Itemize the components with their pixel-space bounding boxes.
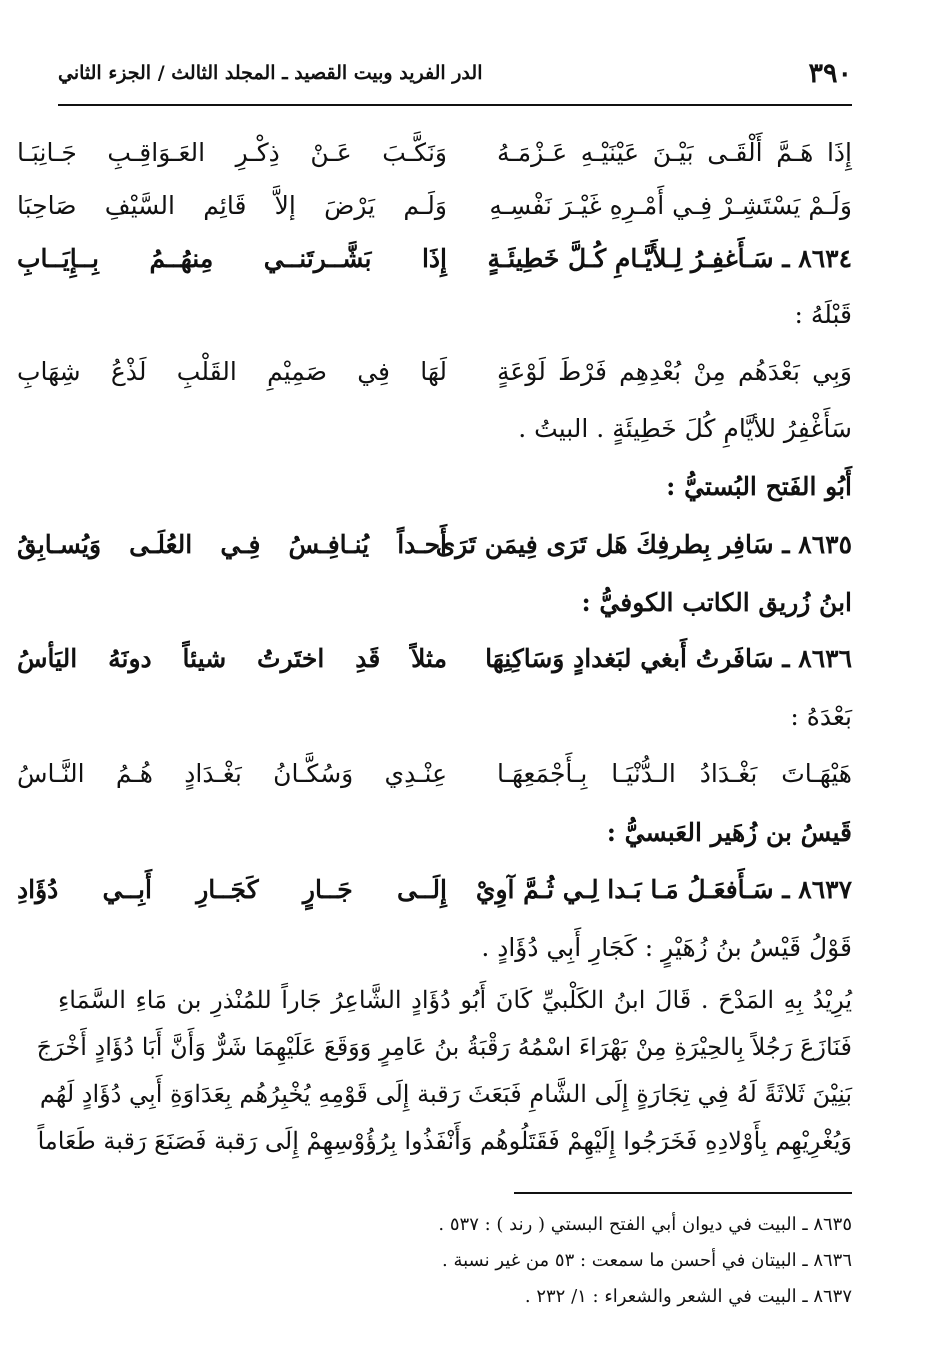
verse-first-hemistich: هَيْهَـاتَ بَغْـدَادُ الـدُّنْيَـا بِـأَجْمَعِهَـا bbox=[497, 759, 852, 788]
verse-second-hemistich: وَنَكَّـبَ عَـنْ ذِكْـرِ العَـوَاقِـبِ جَـانِبَـا bbox=[17, 138, 447, 167]
verse-second-hemistich: إِلَــى جَــارٍ كَجَــارِ أَبِــي دُؤَادِ bbox=[17, 875, 447, 904]
verse-first-hemistich: ٨٦٣٤ ـ سَـأَغفِـرُ لِـلأَيَّـامِ كُـلَّ خَطِيئَـةٍ bbox=[487, 244, 852, 273]
page-number: ٣٩٠ bbox=[808, 58, 852, 89]
footnote-8637: ٨٦٣٧ ـ البيت في الشعر والشعراء : ١/ ٢٣٢ . bbox=[524, 1286, 852, 1307]
text-line: قَبْلَهُ : bbox=[794, 300, 852, 329]
prose-line: بَنِيْنَ ثَلاثَةً لَهُ فِي تِجَارَةٍ إِلَى الشَّامِ فَبَعَثَ رَقبة إِلَى قَوْمِهِ يُخْبِرُهُم بِعَدَاوَةِ أَبِي دُؤَادٍ لَهُم bbox=[39, 1080, 852, 1108]
verse-second-hemistich: إِذَا بَشَّــرتَنــي مِنهُــمُ بِــإِيَــابِ bbox=[17, 244, 447, 273]
verse-second-hemistich: مثلاً قَدِ اختَرتُ شيئاً دونَهُ اليَأسُ bbox=[17, 644, 447, 673]
verse-second-hemistich: وَلَـم يَرْضَ إلاَّ قَائِم السَّيْفِ صَاحِبَا bbox=[17, 191, 447, 220]
numbered-verse-8636 bbox=[17, 634, 852, 684]
numbered-verse-8634 bbox=[17, 234, 852, 284]
verse-first-hemistich: إِذَا هَـمَّ أَلْقَـى بَيْـنَ عَيْنَيْـهِ عَـزْمَـهُ bbox=[497, 138, 852, 167]
verse-first-hemistich: ٨٦٣٧ ـ سَـأَفعَـلُ مَـا بَـدا لِـي ثُـمَّ آوِيْ bbox=[475, 875, 852, 904]
footnote-8636: ٨٦٣٦ ـ البيتان في أحسن ما سمعت : ٥٣ من غير نسبة . bbox=[442, 1250, 852, 1271]
numbered-verse-8637 bbox=[17, 865, 852, 915]
verse-second-hemistich: لَهَا فِي صَمِيْمِ القَلْبِ لَذْعُ شِهَابِ bbox=[17, 357, 447, 386]
verse-line bbox=[17, 749, 852, 799]
verse-first-hemistich: وَلَـمْ يَسْتَشِـرْ فِـي أَمْـرِهِ غَيْـرَ نَفْسِـهِ bbox=[489, 191, 852, 220]
verse-first-hemistich: وَبِي بَعْدَهُم مِنْ بُعْدِهِم فَرْطَ لَوْعَةٍ bbox=[497, 357, 852, 386]
verse-line bbox=[17, 347, 852, 397]
running-title: الدر الفريد وبيت القصيد ـ المجلد الثالث / الجزء الثاني bbox=[58, 62, 483, 84]
footnote-8635: ٨٦٣٥ ـ البيت في ديوان أبي الفتح البستي ( رند ) : ٥٣٧ . bbox=[438, 1214, 852, 1235]
numbered-verse-8635 bbox=[17, 520, 852, 570]
prose-line: يُرِيْدُ بِهِ المَدْحَ . قَالَ ابنُ الكَلْبيِّ كَانَ أَبُو دُؤَادٍ الشَّاعِرُ جَاراً للمُنْذرِ بن مَاءِ السَّمَاءِ bbox=[58, 986, 852, 1014]
prose-line: وَيُغْرِيْهِم بِأَوْلادِهِ فَخَرَجُوا إِلَيْهِمْ فَقَتَلُوهُم وَأَنْفَذُوا بِرُؤُوْسِهِمْ إِلَى رَقبة فَصَنَعَ رَقبة طَعَاماً bbox=[37, 1127, 852, 1155]
poet-name: أَبُو الفَتح البُستيُّ : bbox=[666, 472, 852, 501]
footnote-rule bbox=[514, 1192, 852, 1194]
verse-first-hemistich: ٨٦٣٦ ـ سَافَرتُ أَبغي لبَغدادٍ وَسَاكِنِهَا bbox=[485, 644, 852, 673]
page-header bbox=[58, 58, 852, 100]
poet-name: قَيسُ بن زُهَير العَبسيُّ : bbox=[606, 818, 852, 847]
verse-second-hemistich: أَحـداً يُنـافِـسُ فِـي العُلَـى وَيُسـابِقُ bbox=[17, 530, 447, 559]
text-line: قَوْلُ قَيْسُ بنُ زُهَيْرٍ : كَجَارِ أَبِي دُؤَادٍ . bbox=[481, 933, 852, 962]
text-line: بَعْدَهُ : bbox=[790, 702, 852, 731]
prose-line: فَنَازَعَ رَجُلاً بِالحِيْرَةِ مِنْ بَهْرَاءَ اسْمُهُ رَقْبَةُ بنُ عَامِرٍ وَوَقَعَ عَلَيْهِمَا شَرٌّ وَأَنَّ أَبَا دُؤَادٍ أَخْرَجَ bbox=[36, 1033, 852, 1061]
verse-line bbox=[17, 128, 852, 178]
poet-name: ابنُ زُريق الكاتب الكوفيُّ : bbox=[581, 588, 852, 617]
text-line: سَأَغْفِرُ للأيَّامِ كُلَ خَطِيئَةٍ . البيتُ . bbox=[518, 414, 852, 443]
verse-line bbox=[17, 181, 852, 231]
verse-first-hemistich: ٨٦٣٥ ـ سَافِر بِطرفِكَ هَل تَرَى فِيمَن تَرَى bbox=[435, 530, 852, 559]
header-rule bbox=[58, 104, 852, 106]
verse-second-hemistich: عِنْـدِي وَسُكَّـانُ بَغْـدَادٍ هُـمُ النَّـاسُ bbox=[17, 759, 447, 788]
